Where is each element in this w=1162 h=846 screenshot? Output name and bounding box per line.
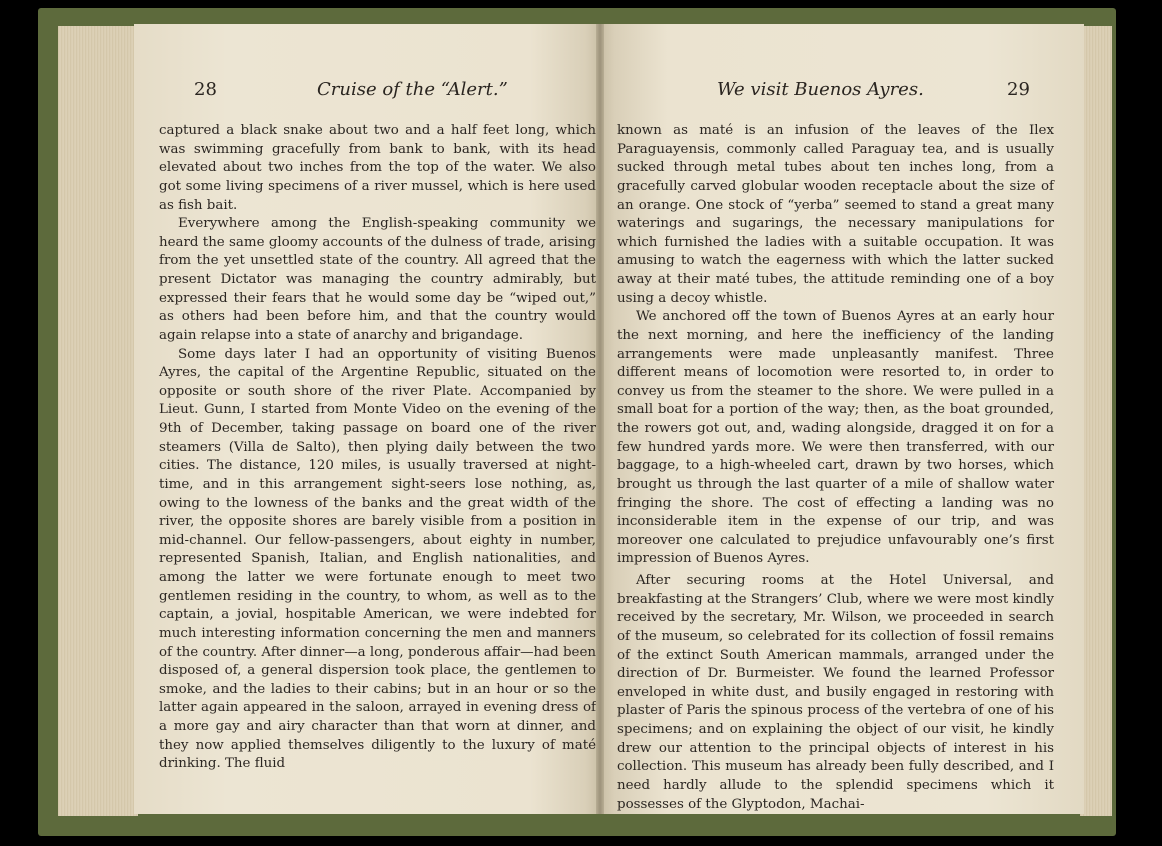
- left-page-number: 28: [194, 79, 217, 100]
- paragraph: known as maté is an infusion of the leaves of the Ilex Paraguayensis, commonly called Paraguay tea, and is usually sucked through metal tubes about ten inches long, from a gracefully carved globular wooden receptacle about the size of an orange. One stock of “yerba” seemed to stand a great many waterings and sugarings, the necessary manipulations for which furnished the ladies with a suitable occupation. It was amusing to watch the eagerness with which the latter sucked away at their maté tubes, the attitude reminding one of a boy using a decoy whistle.: [617, 123, 1054, 306]
- left-page: [134, 24, 600, 814]
- paragraph: After securing rooms at the Hotel Universal, and breakfasting at the Strangers’ Club, where we were most kindly received by the secretary, Mr. Wilson, we proceeded in search of the museum, so celebrated for its collection of fossil remains of the extinct South American mammals, arranged under the direction of Dr. Burmeister. We found the learned Professor enveloped in white dust, and busily engaged in restoring with plaster of Paris the spinous process of the vertebra of one of his specimens; and on explaining the object of our visit, he kindly drew our attention to the principal objects of interest in his collection. This museum has already been fully described, and I need hardly allude to the splendid specimens which it possesses of the Glyptodon, Machai-: [617, 573, 1054, 812]
- left-body-text: [159, 122, 596, 774]
- left-running-title: Cruise of the “Alert.”: [317, 79, 508, 100]
- page-edges-left: [58, 26, 138, 816]
- left-page-header: [134, 79, 600, 109]
- right-page: [600, 24, 1084, 814]
- right-running-title: We visit Buenos Ayres.: [717, 79, 924, 100]
- paragraph: captured a black snake about two and a half feet long, which was swimming gracefully from bank to bank, with its head elevated about two inches from the top of the water. We also got some living specimens of a river mussel, which is here used as fish bait.: [159, 123, 596, 213]
- book-gutter: [596, 24, 604, 814]
- paragraph: We anchored off the town of Buenos Ayres at an early hour the next morning, and here the inefficiency of the landing arrangements were made unpleasantly manifest. Three different means of locomotion were resorted to, in order to convey us from the steamer to the shore. We were pulled in a small boat for a portion of the way; then, as the boat grounded, the rowers got out, and, wading alongside, dragged it on for a few hundred yards more. We were then transferred, with our baggage, to a high-wheeled cart, drawn by two horses, which brought us through the last quarter of a mile of shallow water fringing the shore. The cost of effecting a landing was no inconsiderable item in the expense of our trip, and was moreover one calculated to prejudice unfavourably one’s first impression of Buenos Ayres.: [617, 309, 1054, 567]
- paragraph: Everywhere among the English-speaking community we heard the same gloomy accounts of the dulness of trade, arising from the yet unsettled state of the country. All agreed that the present Dictator was managing the country admirably, but expressed their fears that he would some day be “wiped out,” as others had been before him, and that the country would again relapse into a state of anarchy and brigandage.: [159, 216, 596, 343]
- right-page-number: 29: [1007, 79, 1030, 100]
- right-body-text: [617, 122, 1054, 814]
- page-edges-right: [1080, 26, 1112, 816]
- right-page-header: [600, 79, 1084, 109]
- paragraph: Some days later I had an opportunity of visiting Buenos Ayres, the capital of the Argentine Republic, situated on the opposite or south shore of the river Plate. Accompanied by Lieut. Gunn, I started from Monte Video on the evening of the 9th of December, taking passage on board one of the river steamers (Villa de Salto), then plying daily between the two cities. The distance, 120 miles, is usually traversed at night-time, and in this arrangement sight-seers lose nothing, as, owing to the lowness of the banks and the great width of the river, the opposite shores are barely visible from a position in mid-channel. Our fellow-passengers, about eighty in number, represented Spanish, Italian, and English nationalities, and among the latter we were fortunate enough to meet two gentlemen residing in the country, to whom, as well as to the captain, a jovial, hospitable American, we were indebted for much interesting information concerning the men and manners of the country. After dinner—a long, ponderous affair—had been disposed of, a general dispersion took place, the gentlemen to smoke, and the ladies to their cabins; but in an hour or so the latter again appeared in the saloon, arrayed in evening dress of a more gay and airy character than that worn at dinner, and they now applied themselves diligently to the luxury of maté drinking. The fluid: [159, 346, 596, 772]
